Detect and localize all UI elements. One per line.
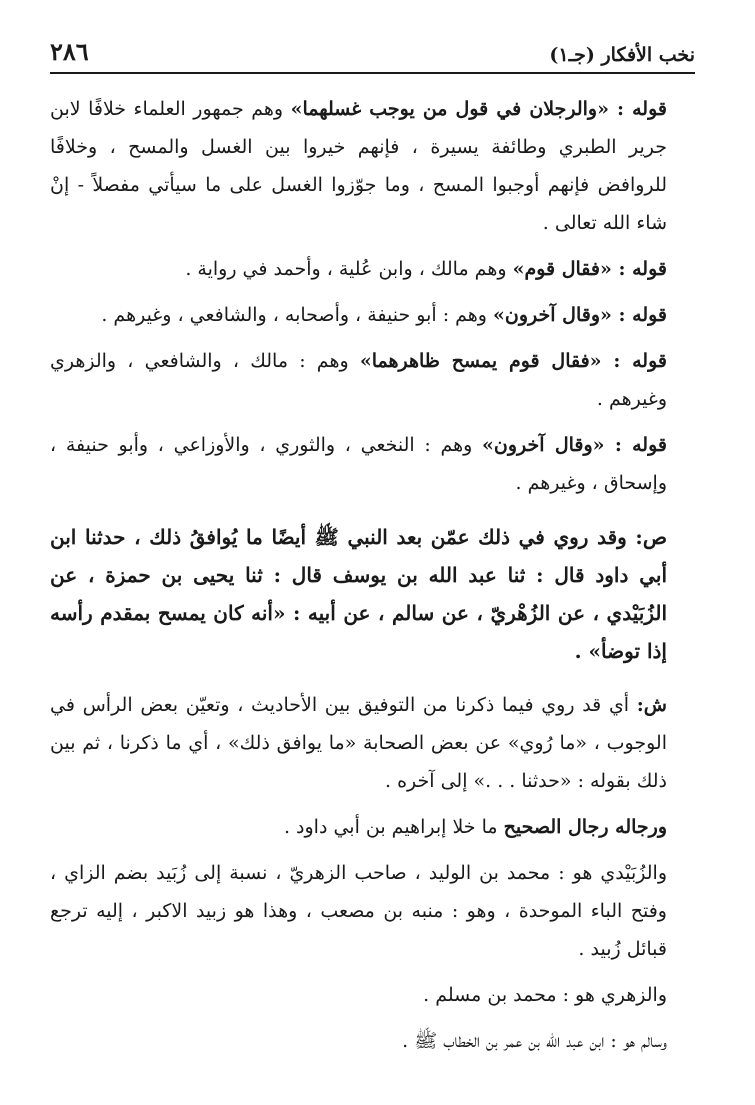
paragraph-5-text: وهم : النخعي ، والثوري ، والأوزاعي ، وأبو حنيفة ، وإسحاق ، وغيرهم .	[50, 434, 667, 494]
paragraph-4-text: وهم : مالك ، والشافعي ، والزهري وغيرهم .	[50, 350, 667, 410]
paragraph-6	[50, 518, 695, 670]
page-header	[50, 36, 695, 66]
paragraph-11	[50, 1022, 695, 1060]
header-divider	[50, 72, 695, 74]
book-title: نخب الأفكار (جـ١)	[549, 44, 695, 66]
paragraph-4	[50, 342, 695, 418]
paragraph-8	[50, 808, 695, 846]
paragraph-9	[50, 854, 695, 968]
paragraph-1-text: وهم جمهور العلماء خلافًا لابن جرير الطبري وطائفة يسيرة ، فإنهم خيروا بين الغسل والمسح ، وخلافًا للروافض فإنهم أوجبوا المسح ، وما جوّزوا الغسل على ما سيأتي مفصلاً - إنْ شاء الله تعالى .	[50, 98, 667, 234]
paragraph-3-text: وهم : أبو حنيفة ، وأصحابه ، والشافعي ، وغيرهم .	[101, 304, 494, 326]
paragraph-11-text: وسالم هو : ابن عبد الله بن عمر بن الخطاب ﷺ .	[402, 1030, 667, 1052]
paragraph-1	[50, 90, 695, 242]
paragraph-7	[50, 686, 695, 800]
paragraph-3	[50, 296, 695, 334]
paragraph-5-lead: قوله : «وقال آخرون»	[482, 434, 667, 456]
paragraph-10-text: والزهري هو : محمد بن مسلم .	[423, 984, 667, 1006]
paragraph-8-lead: ورجاله رجال الصحيح	[503, 816, 667, 838]
paragraph-1-lead: قوله : «والرجلان في قول من يوجب غسلهما»	[290, 98, 667, 120]
paragraph-2-text: وهم مالك ، وابن عُلية ، وأحمد في رواية .	[185, 258, 513, 280]
paragraph-7-lead: ش:	[636, 694, 667, 716]
paragraph-9-text: والزُبَيْدي هو : محمد بن الوليد ، صاحب الزهريّ ، نسبة إلى زُبَيد بضم الزاي ، وفتح الباء الموحدة ، وهو : منبه بن مصعب ، وهذا هو زبيد الاكبر ، إليه ترجع قبائل زُبيد .	[50, 862, 667, 960]
paragraph-10	[50, 976, 695, 1014]
paragraph-4-lead: قوله : «فقال قوم يمسح ظاهرهما»	[359, 350, 667, 372]
paragraph-7-text: أي قد روي فيما ذكرنا من التوفيق بين الأحاديث ، وتعيّن بعض الرأس في الوجوب ، «ما رُوي» عن بعض الصحابة «ما يوافق ذلك» ، أي ما ذكرنا ، ثم بين ذلك بقوله : «حدثنا . . .» إلى آخره .	[50, 694, 667, 792]
paragraph-5	[50, 426, 695, 502]
paragraph-8-text: ما خلا إبراهيم بن أبي داود .	[283, 816, 504, 838]
page-body	[50, 90, 695, 1060]
page-number: ٢٨٦	[50, 37, 89, 66]
paragraph-2-lead: قوله : «فقال قوم»	[512, 258, 667, 280]
paragraph-3-lead: قوله : «وقال آخرون»	[493, 304, 667, 326]
paragraph-2	[50, 250, 695, 288]
paragraph-6-text: ص: وقد روي في ذلك عمّن بعد النبي ﷺ أيضًا ما يُوافقُ ذلك ، حدثنا ابن أبي داود قال : ثنا عبد الله بن يوسف قال : ثنا يحيى بن حمزة ، عن الزُبَيْدي ، عن الزُهْريّ ، عن سالم ، عن أبيه : «أنه كان يمسح بمقدم رأسه إذا توضأ» .	[50, 525, 667, 663]
